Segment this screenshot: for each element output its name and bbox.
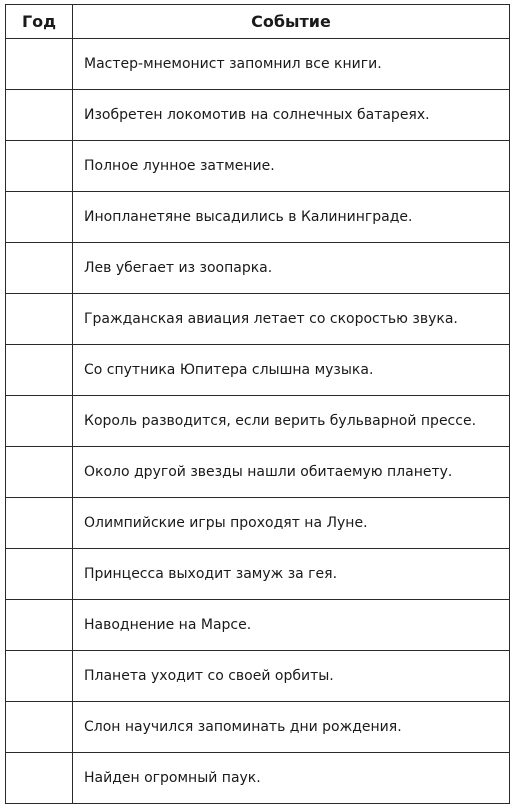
event-cell: Олимпийские игры проходят на Луне. <box>73 498 510 549</box>
table-row <box>6 702 510 753</box>
table-row <box>6 90 510 141</box>
event-column-header: Событие <box>73 5 510 39</box>
event-cell: Король разводится, если верить бульварной прессе. <box>73 396 510 447</box>
table-row <box>6 141 510 192</box>
table-row <box>6 753 510 804</box>
year-cell[interactable] <box>6 549 73 600</box>
table-row <box>6 396 510 447</box>
table-header-row <box>6 5 510 39</box>
table-row <box>6 345 510 396</box>
table-row <box>6 447 510 498</box>
events-table <box>5 4 510 804</box>
table-row <box>6 294 510 345</box>
table-row <box>6 192 510 243</box>
event-cell: Около другой звезды нашли обитаемую планету. <box>73 447 510 498</box>
event-cell: Гражданская авиация летает со скоростью звука. <box>73 294 510 345</box>
table-row <box>6 600 510 651</box>
year-cell[interactable] <box>6 294 73 345</box>
event-cell: Полное лунное затмение. <box>73 141 510 192</box>
year-cell[interactable] <box>6 753 73 804</box>
year-cell[interactable] <box>6 243 73 294</box>
event-cell: Со спутника Юпитера слышна музыка. <box>73 345 510 396</box>
event-cell: Лев убегает из зоопарка. <box>73 243 510 294</box>
year-cell[interactable] <box>6 600 73 651</box>
table-row <box>6 651 510 702</box>
event-cell: Слон научился запоминать дни рождения. <box>73 702 510 753</box>
year-cell[interactable] <box>6 192 73 243</box>
event-cell: Изобретен локомотив на солнечных батареях. <box>73 90 510 141</box>
year-cell[interactable] <box>6 141 73 192</box>
year-cell[interactable] <box>6 345 73 396</box>
year-cell[interactable] <box>6 396 73 447</box>
event-cell: Мастер-мнемонист запомнил все книги. <box>73 39 510 90</box>
event-cell: Принцесса выходит замуж за гея. <box>73 549 510 600</box>
year-cell[interactable] <box>6 90 73 141</box>
table-row <box>6 498 510 549</box>
year-column-header: Год <box>6 5 73 39</box>
year-cell[interactable] <box>6 447 73 498</box>
event-cell: Наводнение на Марсе. <box>73 600 510 651</box>
event-cell: Найден огромный паук. <box>73 753 510 804</box>
event-cell: Планета уходит со своей орбиты. <box>73 651 510 702</box>
table-row <box>6 243 510 294</box>
year-cell[interactable] <box>6 498 73 549</box>
event-cell: Инопланетяне высадились в Калининграде. <box>73 192 510 243</box>
table-row <box>6 39 510 90</box>
year-cell[interactable] <box>6 39 73 90</box>
year-cell[interactable] <box>6 651 73 702</box>
year-cell[interactable] <box>6 702 73 753</box>
table-row <box>6 549 510 600</box>
